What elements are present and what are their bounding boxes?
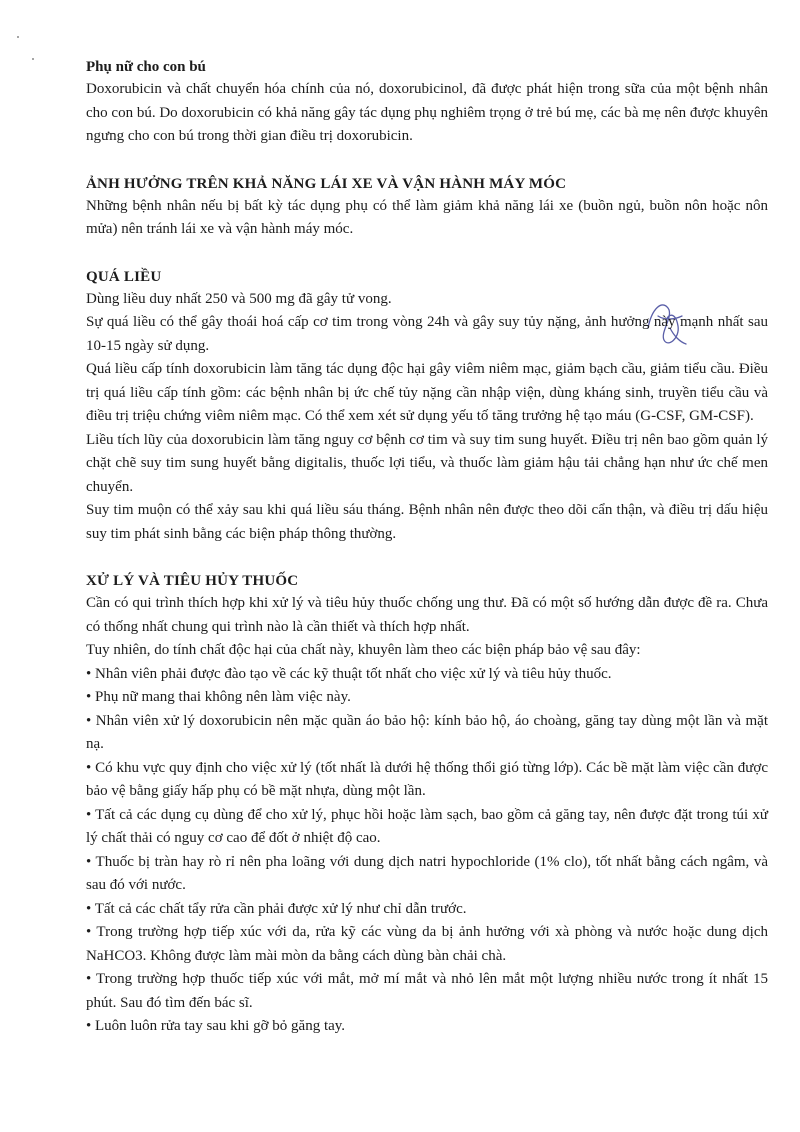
document-page <box>86 56 768 1039</box>
list-item: • Thuốc bị tràn hay rò rỉ nên pha loãng với dung dịch natri hypochloride (1% clo), tốt nhất bằng cách ngâm, và sau đó với nước. <box>86 853 768 893</box>
paragraph: Tuy nhiên, do tính chất độc hại của chất này, khuyên làm theo các biện pháp bảo vệ sau đây: <box>86 642 641 658</box>
section-disposal <box>86 570 768 1039</box>
list-item: • Tất cả các dụng cụ dùng để cho xử lý, phục hồi hoặc làm sạch, bao gồm cả găng tay, nên được đặt trong túi xử lý chất thải có nguy cơ cao để đốt ở nhiệt độ cao. <box>86 806 768 846</box>
section-driving <box>86 173 768 242</box>
paragraph: Quá liều cấp tính doxorubicin làm tăng tác dụng độc hại gây viêm niêm mạc, giảm bạch cầu, giảm tiểu cầu. Điều trị quá liều cấp tính gồm: các bệnh nhân bị ức chế tủy nặng cần nhập viện, dùng kháng sinh, truyền tiểu cầu và điều trị triệu chứng viêm niêm mạc. Có thể xem xét sử dụng yếu tố tăng trưởng hệ tạo máu (G-CSF, GM-CSF). <box>86 361 768 424</box>
section-heading: ẢNH HƯỞNG TRÊN KHẢ NĂNG LÁI XE VÀ VẬN HÀNH MÁY MÓC <box>86 175 567 192</box>
list-item: • Có khu vực quy định cho việc xử lý (tốt nhất là dưới hệ thống thổi gió từng lớp). Các bề mặt làm việc cần được bảo vệ bằng giấy hấp phụ có bề mặt nhựa, dùng một lần. <box>86 759 768 799</box>
list-item: • Phụ nữ mang thai không nên làm việc này. <box>86 689 351 705</box>
section-overdose <box>86 266 768 547</box>
scan-speck <box>32 58 34 60</box>
section-heading: XỬ LÝ VÀ TIÊU HỦY THUỐC <box>86 573 299 589</box>
list-item: • Nhân viên phải được đào tạo về các kỹ thuật tốt nhất cho việc xử lý và tiêu hủy thuốc. <box>86 665 612 682</box>
list-item: • Tất cả các chất tẩy rửa cần phải được xử lý như chỉ dẫn trước. <box>86 900 467 917</box>
section-title: Phụ nữ cho con bú <box>86 59 206 75</box>
paragraph: Sự quá liều có thể gây thoái hoá cấp cơ tim trong vòng 24h và gây suy tủy nặng, ảnh hưởng này mạnh nhất sau 10-15 ngày sử dụng. <box>86 314 768 354</box>
section-breastfeeding <box>86 56 768 149</box>
scan-speck <box>17 36 19 38</box>
paragraph: Doxorubicin và chất chuyển hóa chính của nó, doxorubicinol, đã được phát hiện trong sữa của một bệnh nhân cho con bú. Do doxorubicin có khả năng gây tác dụng phụ nghiêm trọng ở trẻ bú mẹ, các bà mẹ nên được khuyên ngưng cho con bú trong thời gian điều trị doxorubicin. <box>86 81 768 144</box>
paragraph: Liều tích lũy của doxorubicin làm tăng nguy cơ bệnh cơ tim và suy tim sung huyết. Điều trị nên bao gồm quản lý chặt chẽ suy tim sung huyết bằng digitalis, thuốc lợi tiểu, và thuốc làm giảm hậu tải chẳng hạn như ức chế men chuyển. <box>86 431 768 495</box>
paragraph: Cần có qui trình thích hợp khi xử lý và tiêu hủy thuốc chống ung thư. Đã có một số hướng dẫn được đề ra. Chưa có thống nhất chung qui trình nào là cần thiết và thích hợp nhất. <box>86 595 768 635</box>
paragraph: Dùng liều duy nhất 250 và 500 mg đã gây tử vong. <box>86 290 392 307</box>
precautions-list <box>86 663 768 1039</box>
list-item: • Trong trường hợp thuốc tiếp xúc với mắt, mở mí mắt và nhỏ lên mắt một lượng nhiều nước trong ít nhất 15 phút. Sau đó tìm đến bác sĩ. <box>86 971 768 1011</box>
paragraph: Suy tim muộn có thể xảy sau khi quá liều sáu tháng. Bệnh nhân nên được theo dõi cẩn thận, và điều trị dấu hiệu suy tim phát sinh bằng các biện pháp thông thường. <box>86 502 768 542</box>
list-item: • Nhân viên xử lý doxorubicin nên mặc quần áo bảo hộ: kính bảo hộ, áo choàng, găng tay dùng một lần và mặt nạ. <box>86 712 768 752</box>
list-item: • Luôn luôn rửa tay sau khi gỡ bỏ găng tay. <box>86 1018 346 1034</box>
paragraph: Những bệnh nhân nếu bị bất kỳ tác dụng phụ có thể làm giảm khả năng lái xe (buồn ngủ, buồn nôn hoặc nôn mửa) nên tránh lái xe và vận hành máy móc. <box>86 197 768 237</box>
list-item: • Trong trường hợp tiếp xúc với da, rửa kỹ các vùng da bị ảnh hưởng với xà phòng và nước hoặc dung dịch NaHCO3. Không được làm mài mòn da bằng cách dùng bàn chải chà. <box>86 924 768 964</box>
section-heading: QUÁ LIỀU <box>86 268 162 285</box>
